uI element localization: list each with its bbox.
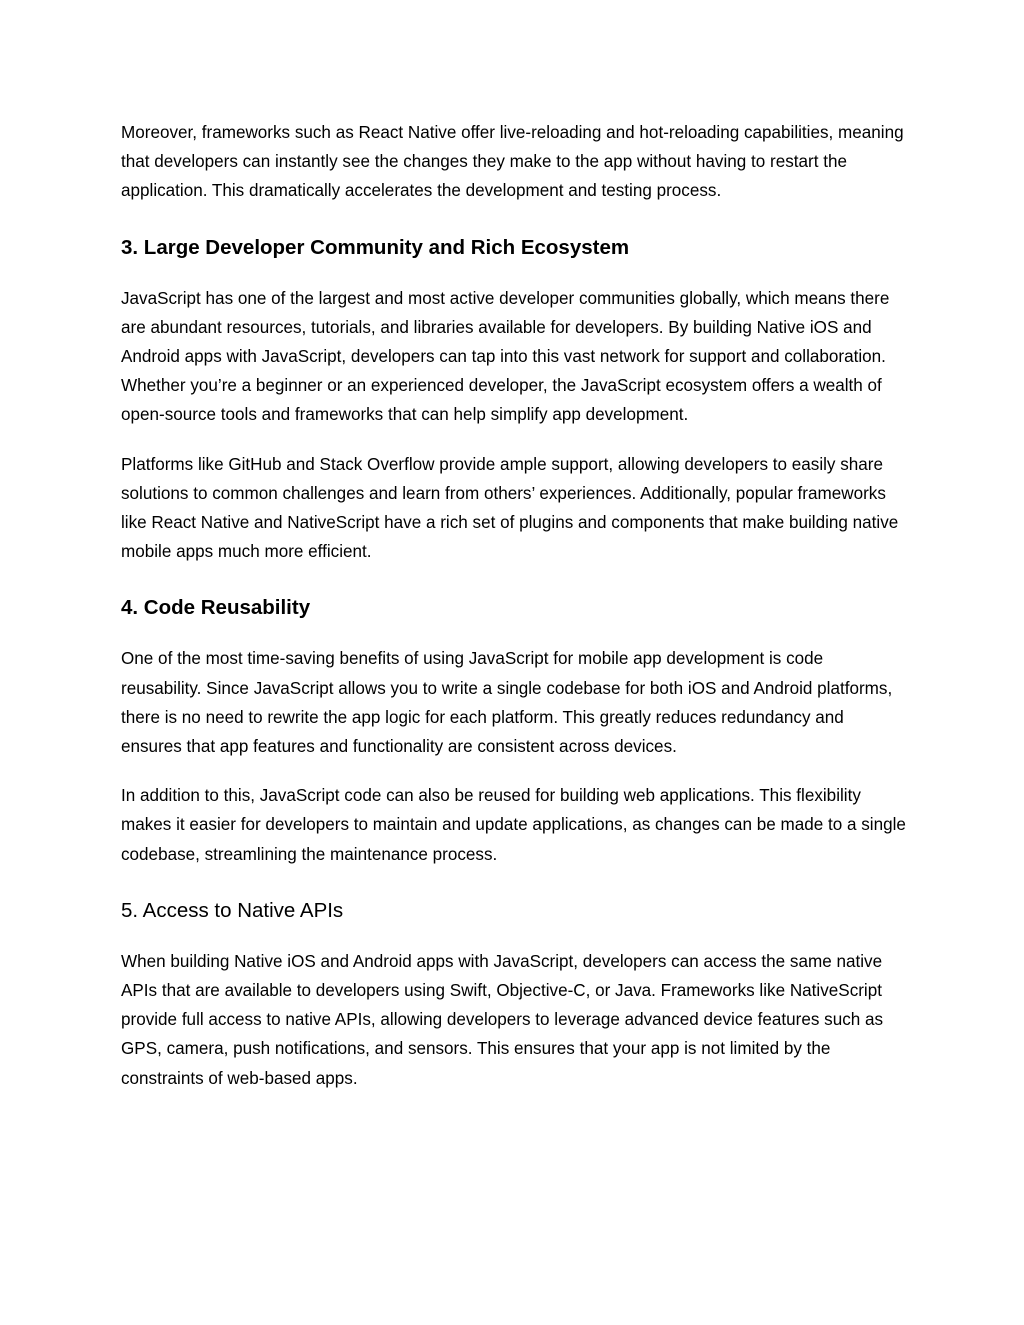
heading-native-apis: 5. Access to Native APIs bbox=[121, 898, 344, 922]
paragraph-native-apis: When building Native iOS and Android apps with JavaScript, developers can access the same native APIs that are available to developers using Swift, Objective-C, or Java. Frameworks like NativeScript provide full access to native APIs, allowing developers to leverage advanced device features such as GPS, camera, push notifications, and sensors. This ensures that your app is not limited by the constraints of web-based apps. bbox=[121, 951, 884, 1088]
paragraph-reusability: One of the most time-saving benefits of using JavaScript for mobile app development is code reusability. Since JavaScript allows you to write a single codebase for both iOS and Android platforms, there is no need to rewrite the app logic for each platform. This greatly reduces redundancy and ensures that app features and functionality are consistent across devices. bbox=[121, 649, 893, 757]
heading-developer-community: 3. Large Developer Community and Rich Ecosystem bbox=[121, 235, 630, 259]
paragraph-community: JavaScript has one of the largest and most active developer communities globally, which means there are abundant resources, tutorials, and libraries available for developers. By building Native iOS and Android apps with JavaScript, developers can tap into this vast network for support and collaboration. Whether you’re a beginner or an experienced developer, the JavaScript ecosystem offers a wealth of open-source tools and frameworks that can help simplify app development. bbox=[121, 288, 890, 425]
heading-code-reusability: 4. Code Reusability bbox=[121, 596, 311, 620]
paragraph-web-reuse: In addition to this, JavaScript code can also be reused for building web applications. This flexibility makes it easier for developers to maintain and update applications, as changes can be made to a single codebase, streamlining the maintenance process. bbox=[121, 786, 906, 864]
paragraph-platforms: Platforms like GitHub and Stack Overflow provide ample support, allowing developers to easily share solutions to common challenges and learn from others’ experiences. Additionally, popular frameworks like React Native and NativeScript have a rich set of plugins and components that make building native mobile apps much more efficient. bbox=[121, 454, 899, 562]
document-page bbox=[121, 118, 907, 1113]
paragraph-live-reloading: Moreover, frameworks such as React Native offer live-reloading and hot-reloading capabilities, meaning that developers can instantly see the changes they make to the app without having to restart the application. This dramatically accelerates the development and testing process. bbox=[121, 123, 904, 201]
